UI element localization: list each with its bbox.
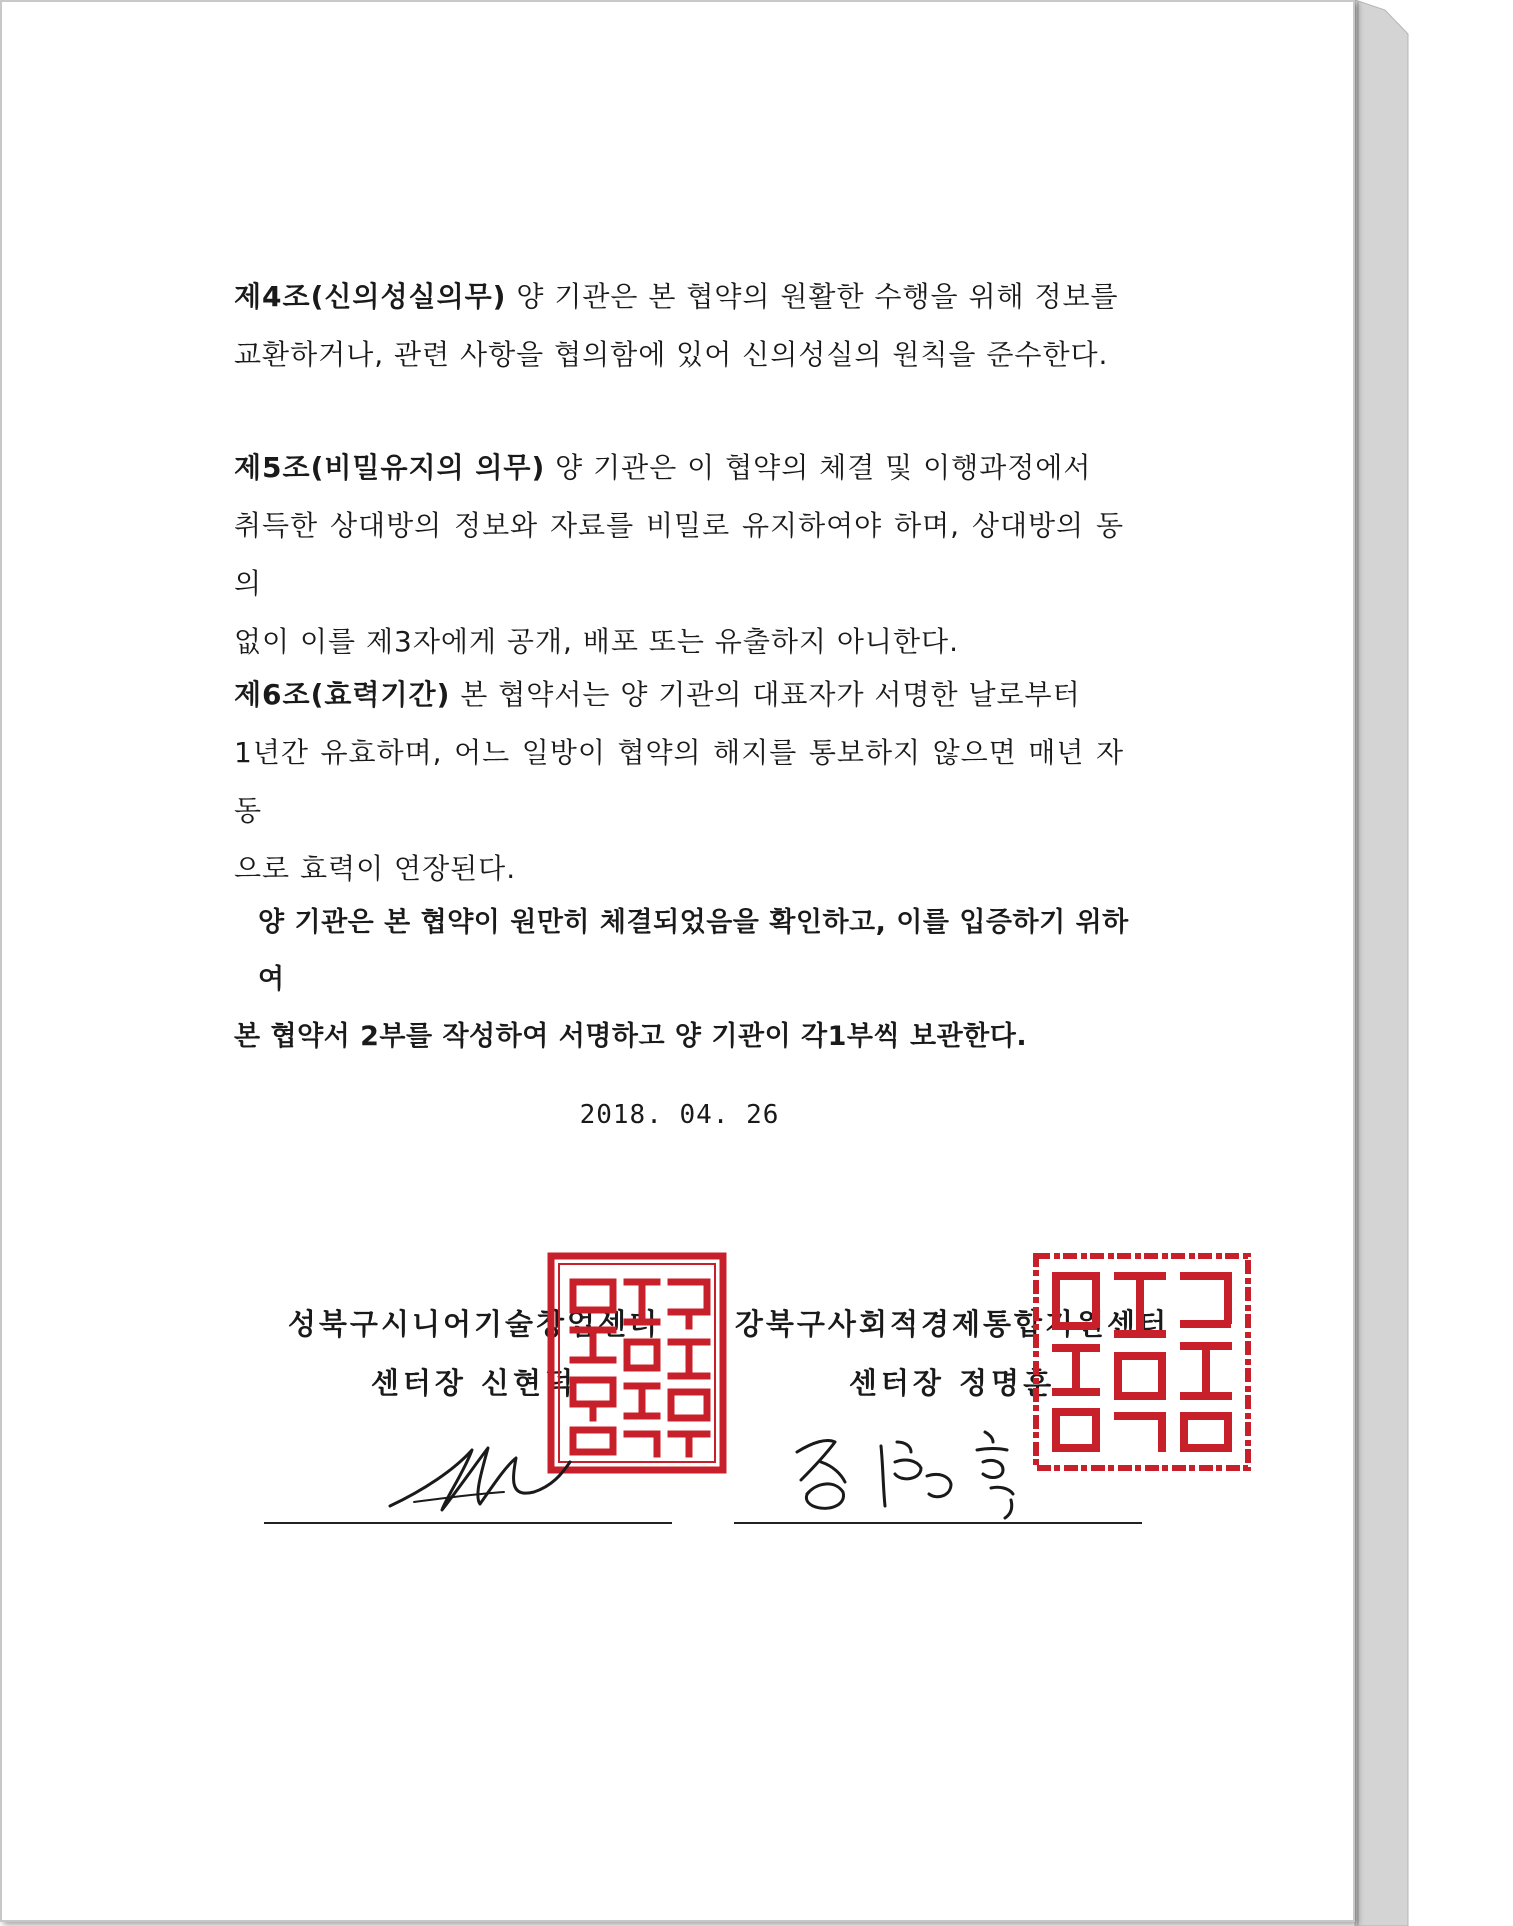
article-text: 양 기관은 본 협약의 원활한 수행을 위해 정보를 xyxy=(516,280,1119,313)
article-text: 양 기관은 이 협약의 체결 및 이행과정에서 xyxy=(555,451,1092,484)
right-signature xyxy=(787,1422,1037,1522)
left-party-role: 센터장 신현덕 xyxy=(370,1366,578,1400)
article-text: 교환하거나, 관련 사항을 협의함에 있어 신의성실의 원칙을 준수한다. xyxy=(234,338,1109,371)
right-seal-stamp xyxy=(1032,1252,1252,1472)
article-5 xyxy=(234,439,1124,671)
closing-line: 본 협약서 2부를 작성하여 서명하고 양 기관이 각1부씩 보관한다. xyxy=(234,1021,1028,1052)
closing-line: 양 기관은 본 협약이 원만히 체결되었음을 확인하고, 이를 입증하기 위하여 xyxy=(258,907,1129,995)
article-text: 없이 이를 제3자에게 공개, 배포 또는 유출하지 아니한다. xyxy=(234,625,959,658)
article-text: 으로 효력이 연장된다. xyxy=(234,852,517,885)
signing-date: 2018. 04. 26 xyxy=(579,1100,780,1130)
closing-statement xyxy=(234,894,1134,1065)
article-heading: 제5조(비밀유지의 의무) xyxy=(234,451,546,484)
article-4 xyxy=(234,268,1124,384)
right-party-role: 센터장 정명훈 xyxy=(848,1366,1056,1400)
left-signature-line xyxy=(264,1522,672,1524)
article-heading: 제4조(신의성실의무) xyxy=(234,280,507,313)
article-text: 취득한 상대방의 정보와 자료를 비밀로 유지하여야 하며, 상대방의 동의 xyxy=(234,509,1124,600)
article-text: 본 협약서는 양 기관의 대표자가 서명한 날로부터 xyxy=(460,678,1081,711)
left-signature xyxy=(384,1440,584,1520)
right-party-org: 강북구사회적경제통합지원센터 xyxy=(734,1307,1170,1341)
article-heading: 제6조(효력기간) xyxy=(234,678,451,711)
right-signature-line xyxy=(734,1522,1142,1524)
article-6 xyxy=(234,666,1124,898)
article-text: 1년간 유효하며, 어느 일방이 협약의 해지를 통보하지 않으면 매년 자동 xyxy=(234,736,1124,827)
left-party-org: 성북구시니어기술창업센터 xyxy=(287,1307,661,1341)
